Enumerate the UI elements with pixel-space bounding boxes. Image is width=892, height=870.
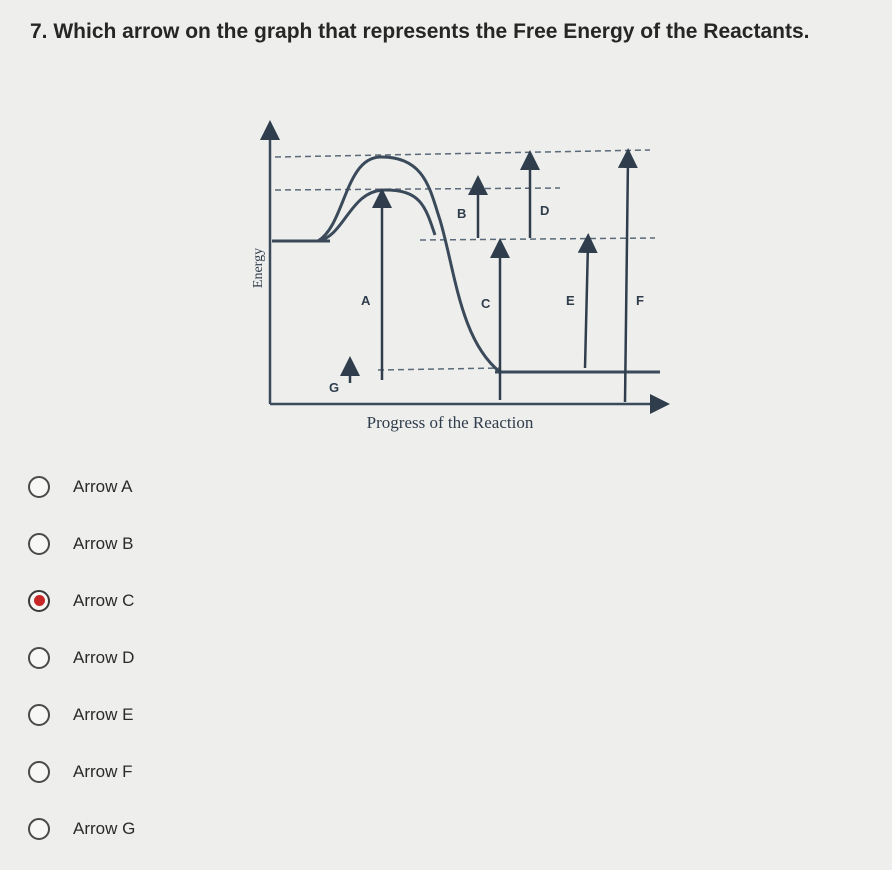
option-arrow-g[interactable] [28,800,135,857]
option-arrow-b[interactable] [28,515,135,572]
arrow-f [625,158,628,402]
radio-button[interactable] [28,476,50,498]
x-axis-label: Progress of the Reaction [366,413,534,432]
option-arrow-f[interactable] [28,743,135,800]
answer-options [28,458,135,857]
dashed-line-top [275,150,650,157]
energy-diagram-svg [230,120,710,440]
radio-button[interactable] [28,533,50,555]
radio-button[interactable] [28,704,50,726]
option-arrow-d[interactable] [28,629,135,686]
radio-button[interactable] [28,818,50,840]
arrow-label-f: F [636,293,644,308]
y-axis-label: Energy [251,247,266,289]
option-arrow-e[interactable] [28,686,135,743]
option-arrow-a[interactable] [28,458,135,515]
arrow-label-b: B [457,206,467,221]
option-arrow-c[interactable] [28,572,135,629]
question-text: 7. Which arrow on the graph that represents the Free Energy of the Reactants. [30,20,810,43]
arrow-label-a: A [361,293,371,308]
arrow-label-c: C [481,296,491,311]
option-label: Arrow D [73,647,135,667]
arrow-label-g: G [329,380,340,395]
arrow-label-d: D [540,203,550,218]
dashed-line-reactant [420,238,655,240]
dashed-line-second [275,188,560,190]
radio-button[interactable] [28,590,50,612]
radio-button[interactable] [28,761,50,783]
option-label: Arrow C [73,590,135,610]
option-label: Arrow F [73,761,133,781]
arrow-e [585,243,588,368]
option-label: Arrow E [73,704,134,724]
arrow-label-e: E [566,293,575,308]
option-label: Arrow B [73,533,134,553]
radio-button[interactable] [28,647,50,669]
dashed-line-product [378,368,500,370]
energy-diagram [230,120,710,440]
option-label: Arrow A [73,476,133,496]
option-label: Arrow G [73,818,136,838]
